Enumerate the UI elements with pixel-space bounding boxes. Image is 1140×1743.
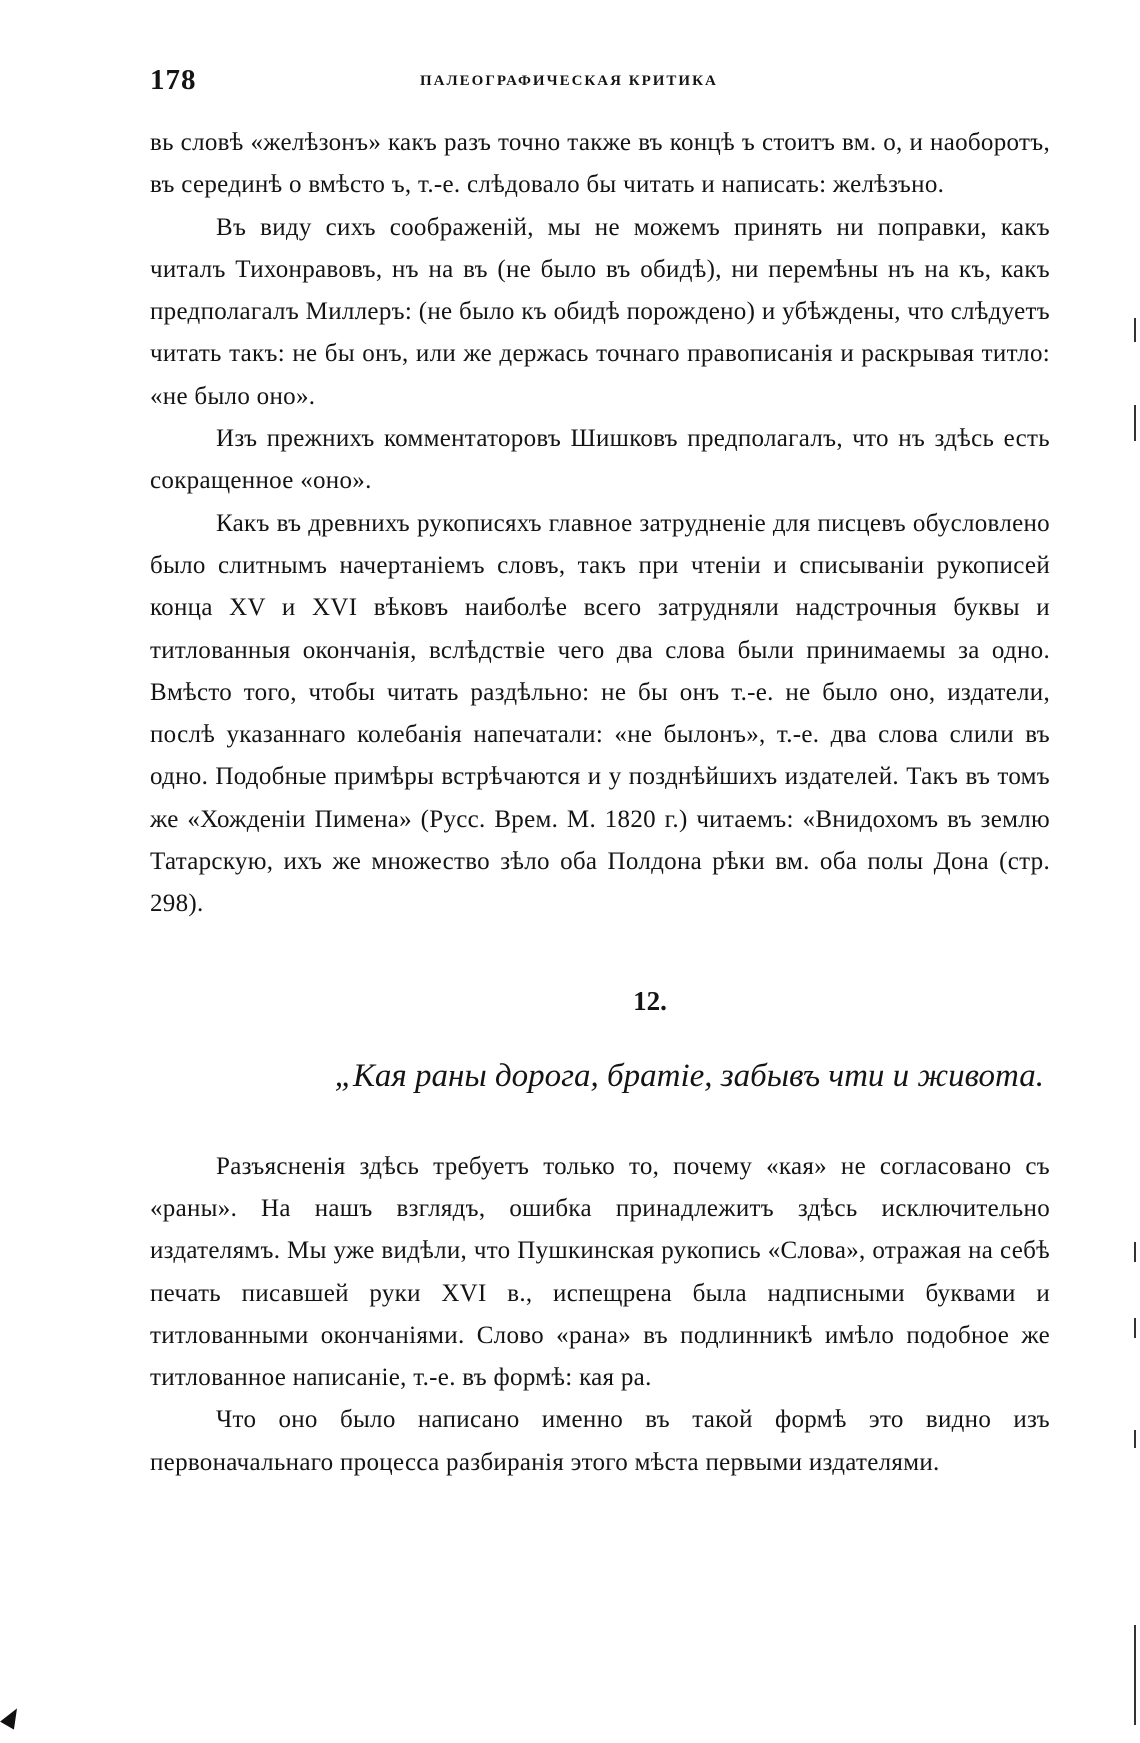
scan-edge-mark bbox=[1134, 1242, 1136, 1262]
section-number: 12. bbox=[633, 985, 667, 1016]
scan-edge-mark bbox=[1134, 1430, 1136, 1448]
margin-arrow-mark bbox=[0, 1704, 24, 1729]
paragraph: Въ виду сихъ соображеній, мы не можемъ принять ни поправки, какъ читалъ Тихонравовъ, нъ на въ (не было въ обидѣ), ни перемѣны нъ на къ, какъ предполагалъ Миллеръ: (не было къ обидѣ порождено) и убѣждены, что слѣдуетъ читать такъ: не бы онъ, или же держась точнаго правописанія и раскрывая титло: «не было оно». bbox=[150, 213, 1050, 410]
page-header bbox=[150, 64, 1050, 104]
scan-edge-mark bbox=[1134, 405, 1136, 441]
section-text bbox=[150, 1146, 1050, 1484]
paragraph-continuation: вь словѣ «желѣзонъ» какъ разъ точно также въ концѣ ъ стоитъ вм. о, и наоборотъ, въ серединѣ о вмѣсто ъ, т.-е. слѣдовало бы читать и написать: желѣзъно. bbox=[150, 129, 1050, 199]
book-page bbox=[150, 64, 1050, 1484]
section-heading: „Кая раны дорога, братіе, забывъ чти и живота. bbox=[334, 1057, 1044, 1094]
running-title: ПАЛЕОГРАФИЧЕСКАЯ КРИТИКА bbox=[420, 73, 718, 89]
page-number: 178 bbox=[150, 64, 197, 96]
paragraph: Что оно было написано именно въ такой формѣ это видно изъ первоначальнаго процесса разбиранія этого мѣста первыми издателями. bbox=[150, 1406, 1050, 1476]
paragraph: Разъясненія здѣсь требуетъ только то, почему «кая» не согласовано съ «раны». На нашъ взглядъ, ошибка принадлежитъ здѣсь исключительно издателямъ. Мы уже видѣли, что Пушкинская рукопись «Слова», отражая на себѣ печать писавшей руки XVI в., испещрена была надписными буквами и титлованными окончаніями. Слово «рана» въ подлинникѣ имѣло подобное же титлованное написаніе, т.-е. въ формѣ: кая ра. bbox=[150, 1152, 1050, 1392]
main-text bbox=[150, 122, 1050, 926]
paragraph: Какъ въ древнихъ рукописяхъ главное затрудненіе для писцевъ обусловлено было слитнымъ начертаніемъ словъ, такъ при чтеніи и списываніи рукописей конца XV и XVI вѣковъ наиболѣе всего затрудняли надстрочныя буквы и титлованныя окончанія, вслѣдствіе чего два слова были принимаемы за одно. Вмѣсто того, чтобы читать раздѣльно: не бы онъ т.-е. не было оно, издатели, послѣ указаннаго колебанія напечатали: «не былонъ», т.-е. два слова слили въ одно. Подобные примѣры встрѣчаются и у позднѣйшихъ издателей. Такъ въ томъ же «Хожденіи Пимена» (Русс. Врем. М. 1820 г.) читаемъ: «Внидохомъ въ землю Татарскую, ихъ же множество зѣло оба Полдона рѣки вм. оба полы Дона (стр. 298). bbox=[150, 509, 1050, 918]
paragraph: Изъ прежнихъ комментаторовъ Шишковъ предполагалъ, что нъ здѣсь есть сокращенное «оно». bbox=[150, 425, 1050, 495]
scan-edge-mark bbox=[1134, 318, 1136, 342]
scan-edge-mark bbox=[1134, 1318, 1136, 1338]
scan-edge-mark bbox=[1134, 1625, 1136, 1725]
